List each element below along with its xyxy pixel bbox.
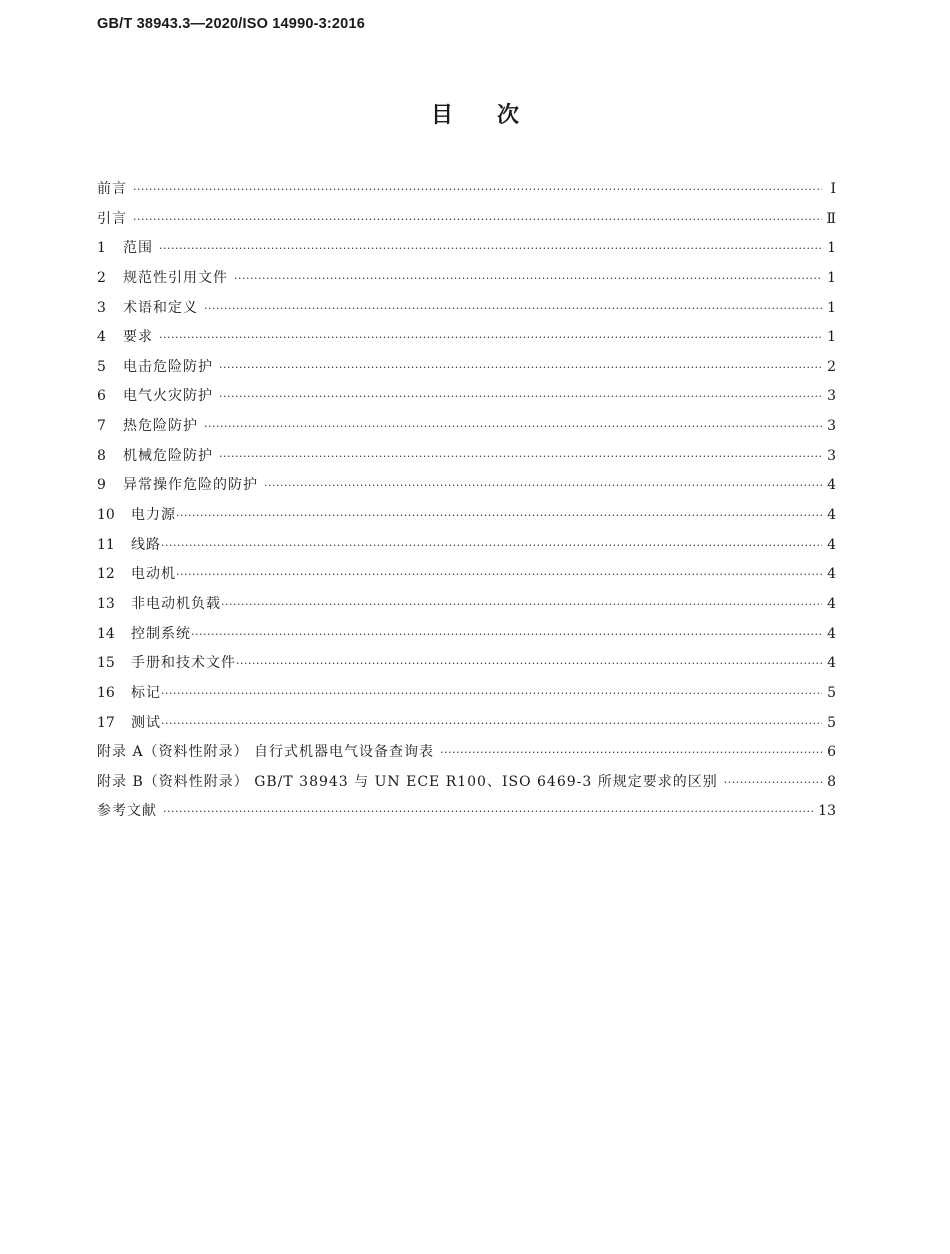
toc-entry-label: 附录 A（资料性附录） 自行式机器电气设备查询表 bbox=[97, 744, 435, 761]
toc-entry-page: 4 bbox=[827, 595, 836, 612]
toc-leader-dots bbox=[219, 442, 822, 472]
toc-entry-page: 1 bbox=[827, 240, 836, 257]
toc-entry-label: 异常操作危险的防护 bbox=[123, 477, 258, 494]
toc-entry-number: 12 bbox=[97, 566, 115, 583]
toc-leader-dots bbox=[133, 175, 822, 205]
toc-entry-page: 5 bbox=[827, 714, 836, 731]
toc-entry-number: 6 bbox=[97, 388, 106, 405]
toc-entry-page: 3 bbox=[827, 447, 836, 464]
toc-entry-label: 引言 bbox=[97, 210, 127, 227]
toc-entry-page: 4 bbox=[827, 566, 836, 583]
toc-leader-dots bbox=[219, 382, 822, 412]
toc-entry-page: 4 bbox=[827, 477, 836, 494]
toc-entry-12[interactable] bbox=[97, 560, 836, 590]
toc-entry-number: 17 bbox=[97, 714, 115, 731]
toc-entry-label: 非电动机负载 bbox=[131, 595, 221, 612]
toc-entry-page: 13 bbox=[818, 803, 836, 820]
toc-entry-10[interactable] bbox=[97, 501, 836, 531]
toc-entry-page: 4 bbox=[827, 536, 836, 553]
toc-entry-page: Ⅰ bbox=[830, 181, 836, 197]
toc-entry-7[interactable] bbox=[97, 412, 836, 442]
toc-leader-dots bbox=[219, 353, 822, 383]
toc-entry-9[interactable] bbox=[97, 471, 836, 501]
toc-entry-page: 2 bbox=[827, 358, 836, 375]
toc-entry-label: 热危险防护 bbox=[123, 418, 198, 435]
toc-leader-dots bbox=[161, 531, 822, 561]
toc-entry-label: 控制系统 bbox=[131, 625, 191, 642]
toc-entry-8[interactable] bbox=[97, 442, 836, 472]
toc-leader-dots bbox=[191, 620, 822, 650]
toc-entry-page: 6 bbox=[827, 744, 836, 761]
toc-entry-number: 3 bbox=[97, 299, 106, 316]
toc-leader-dots bbox=[234, 264, 822, 294]
page-title: 目次 bbox=[430, 103, 563, 128]
toc-entry-number: 5 bbox=[97, 358, 106, 375]
toc-entry-label: 电动机 bbox=[131, 566, 176, 583]
toc-entry-label: 要求 bbox=[123, 329, 153, 346]
toc-entry-13[interactable] bbox=[97, 590, 836, 620]
toc-entry-label: 电力源 bbox=[131, 507, 176, 524]
toc-entry-label: 机械危险防护 bbox=[123, 447, 213, 464]
toc-entry-label: 规范性引用文件 bbox=[123, 269, 228, 286]
toc-leader-dots bbox=[161, 709, 822, 739]
toc-entry-label: 参考文献 bbox=[97, 803, 157, 820]
toc-entry-1[interactable] bbox=[97, 234, 836, 264]
toc-entry-page: 4 bbox=[827, 625, 836, 642]
toc-leader-dots bbox=[133, 205, 822, 235]
toc-entry-11[interactable] bbox=[97, 531, 836, 561]
toc-entry-page: 1 bbox=[827, 329, 836, 346]
toc-leader-dots bbox=[221, 590, 822, 620]
toc-entry-number: 14 bbox=[97, 625, 115, 642]
toc-entry-5[interactable] bbox=[97, 353, 836, 383]
document-code-header: GB/T 38943.3—2020/ISO 14990-3:2016 bbox=[97, 16, 365, 32]
toc-entry-page: 1 bbox=[827, 299, 836, 316]
toc-entry-16[interactable] bbox=[97, 679, 836, 709]
toc-leader-dots bbox=[163, 797, 814, 827]
toc-entry-page: Ⅱ bbox=[826, 210, 836, 227]
toc-entry-number: 13 bbox=[97, 595, 115, 612]
toc-entry-page: 8 bbox=[827, 773, 836, 790]
toc-entry-annex-b[interactable] bbox=[97, 768, 836, 798]
toc-entry-label: 测试 bbox=[131, 714, 161, 731]
toc-entry-number: 4 bbox=[97, 329, 106, 346]
toc-leader-dots bbox=[204, 294, 822, 324]
toc-entry-number: 11 bbox=[97, 536, 115, 553]
toc-leader-dots bbox=[159, 234, 822, 264]
toc-leader-dots bbox=[264, 471, 822, 501]
toc-entry-page: 4 bbox=[827, 655, 836, 672]
toc-entry-4[interactable] bbox=[97, 323, 836, 353]
toc-entry-label: 范围 bbox=[123, 240, 153, 257]
toc-leader-dots bbox=[159, 323, 822, 353]
toc-entry-bibliography[interactable] bbox=[97, 797, 836, 827]
toc-entry-number: 8 bbox=[97, 447, 106, 464]
toc-entry-3[interactable] bbox=[97, 294, 836, 324]
toc-entry-14[interactable] bbox=[97, 620, 836, 650]
toc-leader-dots bbox=[161, 679, 822, 709]
toc-entry-17[interactable] bbox=[97, 709, 836, 739]
toc-entry-annex-a[interactable] bbox=[97, 738, 836, 768]
toc-entry-15[interactable] bbox=[97, 649, 836, 679]
toc-entry-6[interactable] bbox=[97, 382, 836, 412]
toc-entry-introduction[interactable] bbox=[97, 205, 836, 235]
toc-entry-label: 电气火灾防护 bbox=[123, 388, 213, 405]
toc-leader-dots bbox=[236, 649, 822, 679]
toc-entry-page: 3 bbox=[827, 418, 836, 435]
toc-entry-number: 1 bbox=[97, 240, 106, 257]
toc-leader-dots bbox=[204, 412, 822, 442]
toc-entry-number: 2 bbox=[97, 269, 106, 286]
toc-entry-number: 7 bbox=[97, 418, 106, 435]
toc-entry-foreword[interactable] bbox=[97, 175, 836, 205]
toc-entry-label: 线路 bbox=[131, 536, 161, 553]
toc-entry-page: 1 bbox=[827, 269, 836, 286]
toc-entry-number: 9 bbox=[97, 477, 106, 494]
toc-entry-page: 4 bbox=[827, 507, 836, 524]
toc-entry-number: 15 bbox=[97, 655, 115, 672]
toc-leader-dots bbox=[440, 738, 822, 768]
toc-entry-label: 标记 bbox=[131, 684, 161, 701]
toc-entry-label: 手册和技术文件 bbox=[131, 655, 236, 672]
toc-entry-number: 16 bbox=[97, 684, 115, 701]
toc-entry-page: 3 bbox=[827, 388, 836, 405]
toc-entry-label: 电击危险防护 bbox=[123, 358, 213, 375]
toc-leader-dots bbox=[724, 768, 822, 798]
table-of-contents bbox=[97, 175, 836, 827]
toc-leader-dots bbox=[176, 501, 822, 531]
toc-leader-dots bbox=[176, 560, 822, 590]
toc-entry-label: 附录 B（资料性附录） GB/T 38943 与 UN ECE R100、ISO 6469-3 所规定要求的区别 bbox=[97, 773, 718, 790]
toc-entry-page: 5 bbox=[827, 684, 836, 701]
toc-entry-number: 10 bbox=[97, 507, 115, 524]
toc-entry-label: 术语和定义 bbox=[123, 299, 198, 316]
toc-entry-label: 前言 bbox=[97, 181, 127, 197]
toc-entry-2[interactable] bbox=[97, 264, 836, 294]
